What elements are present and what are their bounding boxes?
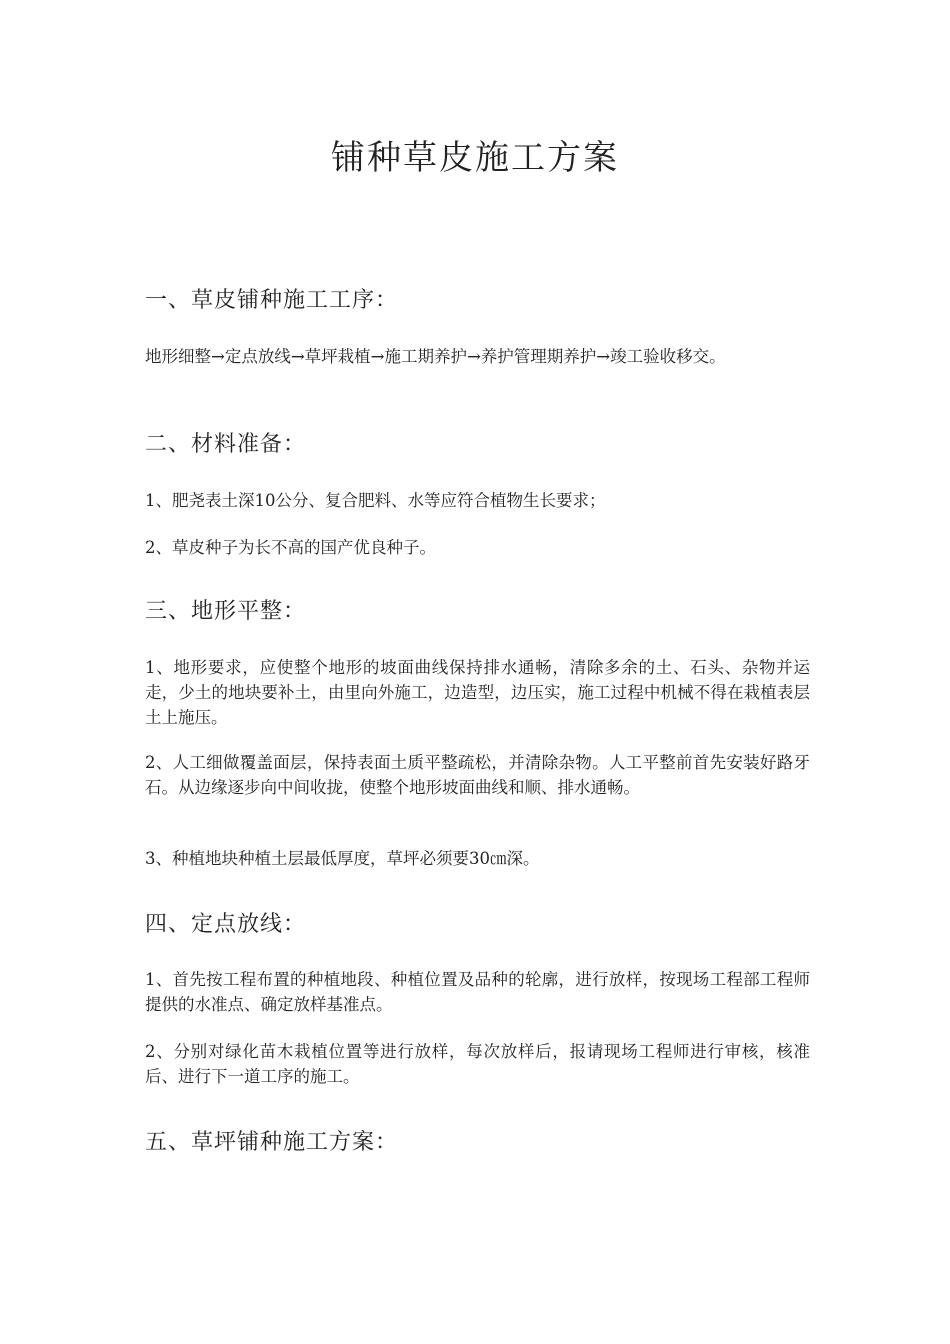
- section-heading-2: 二、材料准备：: [145, 432, 307, 457]
- section-3-paragraph-2: 2、人工细做覆盖面层，保持表面土质平整疏松，并清除杂物。人工平整前首先安装好路牙石。从边缘逐步向中间收拢，使整个地形坡面曲线和顺、排水通畅。: [145, 753, 810, 797]
- section-3-paragraph-1: 1、地形要求，应使整个地形的坡面曲线保持排水通畅，清除多余的土、石头、杂物并运走，少土的地块要补土，由里向外施工，边造型，边压实，施工过程中机械不得在栽植表层土上施压。: [145, 658, 810, 727]
- section-4-paragraph-2: 2、分别对绿化苗木栽植位置等进行放样，每次放样后，报请现场工程师进行审核，核准后、进行下一道工序的施工。: [145, 1042, 810, 1086]
- section-2-paragraph-2: 2、草皮种子为长不高的国产优良种子。: [145, 538, 436, 557]
- section-heading-5: 五、草坪铺种施工方案：: [145, 1130, 399, 1155]
- section-heading-3: 三、地形平整：: [145, 599, 307, 624]
- section-2-paragraph-1: 1、肥尧表土深10公分、复合肥料、水等应符合植物生长要求；: [145, 491, 606, 510]
- section-3-paragraph-3: 3、种植地块种植土层最低厚度，草坪必须要30㎝深。: [145, 849, 540, 868]
- document-title: 铺种草皮施工方案: [331, 138, 619, 178]
- section-heading-1: 一、草皮铺种施工工序：: [145, 288, 399, 313]
- section-heading-4: 四、定点放线：: [145, 912, 307, 937]
- section-4-paragraph-1: 1、首先按工程布置的种植地段、种植位置及品种的轮廓，进行放样，按现场工程部工程师提供的水准点、确定放样基准点。: [145, 970, 810, 1014]
- section-1-paragraph-1: 地形细整→定点放线→草坪栽植→施工期养护→养护管理期养护→竣工验收移交。: [145, 347, 726, 366]
